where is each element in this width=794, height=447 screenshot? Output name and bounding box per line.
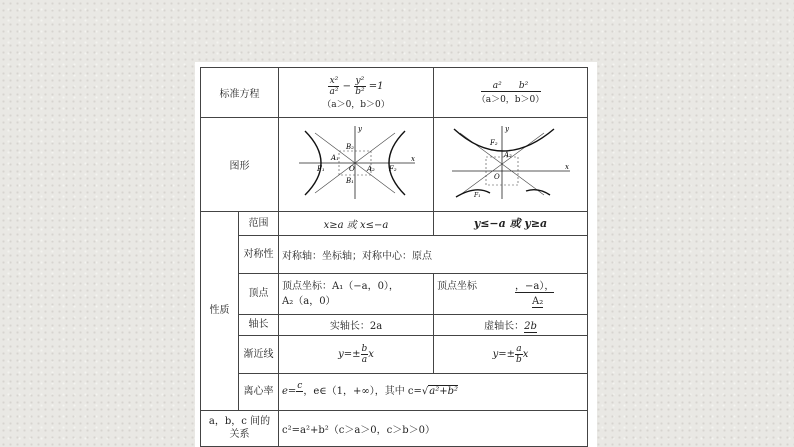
properties-label: 性质 (201, 212, 239, 411)
vertex-left-line1: 顶点坐标：A₁（−a，0）， (282, 280, 399, 292)
lower-branch-right (526, 190, 550, 195)
symmetry-value: 对称轴：坐标轴；对称中心：原点 (279, 235, 588, 273)
row-range (201, 212, 588, 235)
label-x: x (411, 155, 415, 164)
range-label: 范围 (239, 212, 279, 235)
standard-condition-left: （a＞0，b＞0） (322, 99, 390, 110)
label-a1: A₁ (331, 154, 339, 163)
vertex-right-line3: A₂ (532, 295, 544, 307)
row-standard-equation (201, 68, 588, 118)
vertex-right-line2: ，−a）， (515, 280, 555, 292)
hyperbola-horizontal-diagram (291, 123, 421, 203)
row-relation (201, 410, 588, 446)
hyperbola-properties-table (200, 67, 588, 447)
standard-equation-label: 标准方程 (201, 68, 279, 118)
label-y: y (504, 125, 509, 134)
asymptote-left: y=± $\frac{b}{a}$ x (279, 335, 434, 373)
standard-condition-right: （a＞0，b＞0） (476, 94, 545, 105)
row-eccentricity (201, 374, 588, 410)
label-y: y (358, 125, 362, 134)
vertex-left (279, 274, 434, 315)
asymptote-right: y=± $\frac{a}{b}$ x (434, 335, 588, 373)
row-graph (201, 118, 588, 212)
eccentricity-value: e= c ，e∈（1，+∞），其中 c=√a²+b² (279, 374, 588, 410)
label-f1: F₁ (473, 192, 481, 200)
range-left: x≥a 或 x≤−a (279, 212, 434, 235)
label-x: x (564, 163, 569, 172)
lower-branch-left (456, 190, 490, 200)
label-o: O (493, 173, 500, 182)
standard-equation-right-partial: a² b² (481, 81, 541, 92)
standard-equation-right (434, 68, 588, 118)
label-b1: B₁ (346, 177, 354, 186)
vertex-right-line1: 顶点坐标 (437, 280, 477, 292)
row-symmetry (201, 235, 588, 273)
relation-value: c²=a²+b²（c＞a＞0，c＞b＞0） (279, 410, 588, 446)
standard-equation-left: $\frac{\text{x²}}{\text{a²}}$ − $\frac{\text{y²}}{\text{b²}}$ =1 （a＞0，b＞0） (279, 68, 434, 118)
axis-length-label: 轴长 (239, 314, 279, 335)
label-a2: A₂ (503, 151, 512, 160)
row-axis-length (201, 314, 588, 335)
label-f1: F₁ (317, 165, 325, 174)
asymptote-label: 渐近线 (239, 335, 279, 373)
label-f2: F₂ (489, 139, 498, 148)
range-right: y≤−a 或 y≥a (434, 212, 588, 235)
upper-branch (454, 129, 554, 151)
eccentricity-label: 离心率 (239, 374, 279, 410)
symmetry-label: 对称性 (239, 235, 279, 273)
label-b2: B₂ (346, 143, 354, 152)
label-a2: A₂ (367, 165, 375, 174)
vertex-right (434, 274, 588, 315)
axis-length-left: 实轴长：2a (279, 314, 434, 335)
graph-left-cell (279, 118, 434, 212)
hyperbola-vertical-diagram (446, 123, 576, 203)
vertex-left-line2: A₂（a，0） (282, 295, 336, 307)
graph-label: 图形 (201, 118, 279, 212)
label-f2: F₂ (389, 165, 397, 174)
label-o: O (349, 165, 355, 174)
content-sheet (195, 62, 597, 447)
graph-right-cell (434, 118, 588, 212)
axis-length-right: 虚轴长：2b (434, 314, 588, 335)
row-vertex (201, 274, 588, 315)
relation-label: a，b，c 间的关系 (201, 410, 279, 446)
row-asymptote (201, 335, 588, 373)
vertex-label: 顶点 (239, 274, 279, 315)
